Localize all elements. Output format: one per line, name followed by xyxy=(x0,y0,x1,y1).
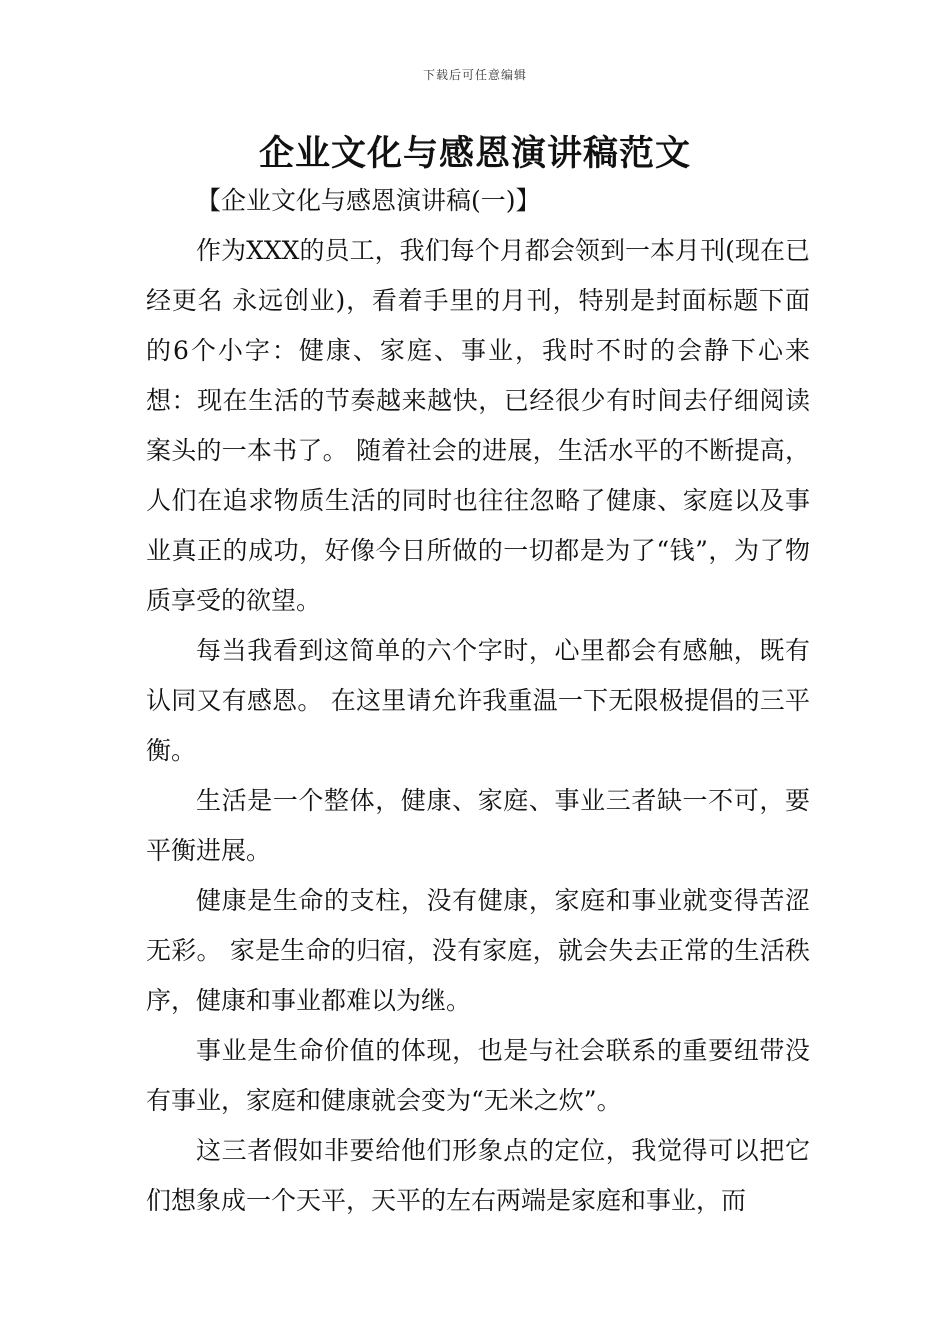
paragraph-2: 每当我看到这简单的六个字时，心里都会有感触，既有认同又有感恩。 在这里请允许我重温一下无限极提倡的三平衡。 xyxy=(146,636,810,765)
document-body xyxy=(146,176,810,1226)
document-title: 企业文化与感恩演讲稿范文 xyxy=(258,133,691,174)
paragraph-1: 作为XXX的员工，我们每个月都会领到一本月刊(现在已经更名 永远创业)，看着手里的月刊，特别是封面标题下面的6个小字：健康、家庭、事业，我时不时的会静下心来想：现在生活的节奏越来越快，已经很少有时间去仔细阅读案头的一本书了。 随着社会的进展，生活水平的不断提高，人们在追求物质生活的同时也往往忽略了健康、家庭以及事业真正的成功，好像今日所做的一切都是为了“钱”，为了物质享受的欲望。 xyxy=(146,236,810,615)
paragraph-5: 事业是生命价值的体现，也是与社会联系的重要纽带没有事业，家庭和健康就会变为“无米之炊”。 xyxy=(146,1036,810,1115)
paragraph-6: 这三者假如非要给他们形象点的定位，我觉得可以把它们想象成一个天平，天平的左右两端是家庭和事业，而 xyxy=(146,1136,810,1215)
header-note: 下载后可任意编辑 xyxy=(422,68,527,82)
paragraph-3: 生活是一个整体，健康、家庭、事业三者缺一不可，要平衡进展。 xyxy=(146,786,810,865)
paragraph-4: 健康是生命的支柱，没有健康，家庭和事业就变得苦涩无彩。 家是生命的归宿，没有家庭，就会失去正常的生活秩序，健康和事业都难以为继。 xyxy=(146,886,810,1015)
section-subtitle: 【企业文化与感恩演讲稿(一)】 xyxy=(196,186,541,215)
